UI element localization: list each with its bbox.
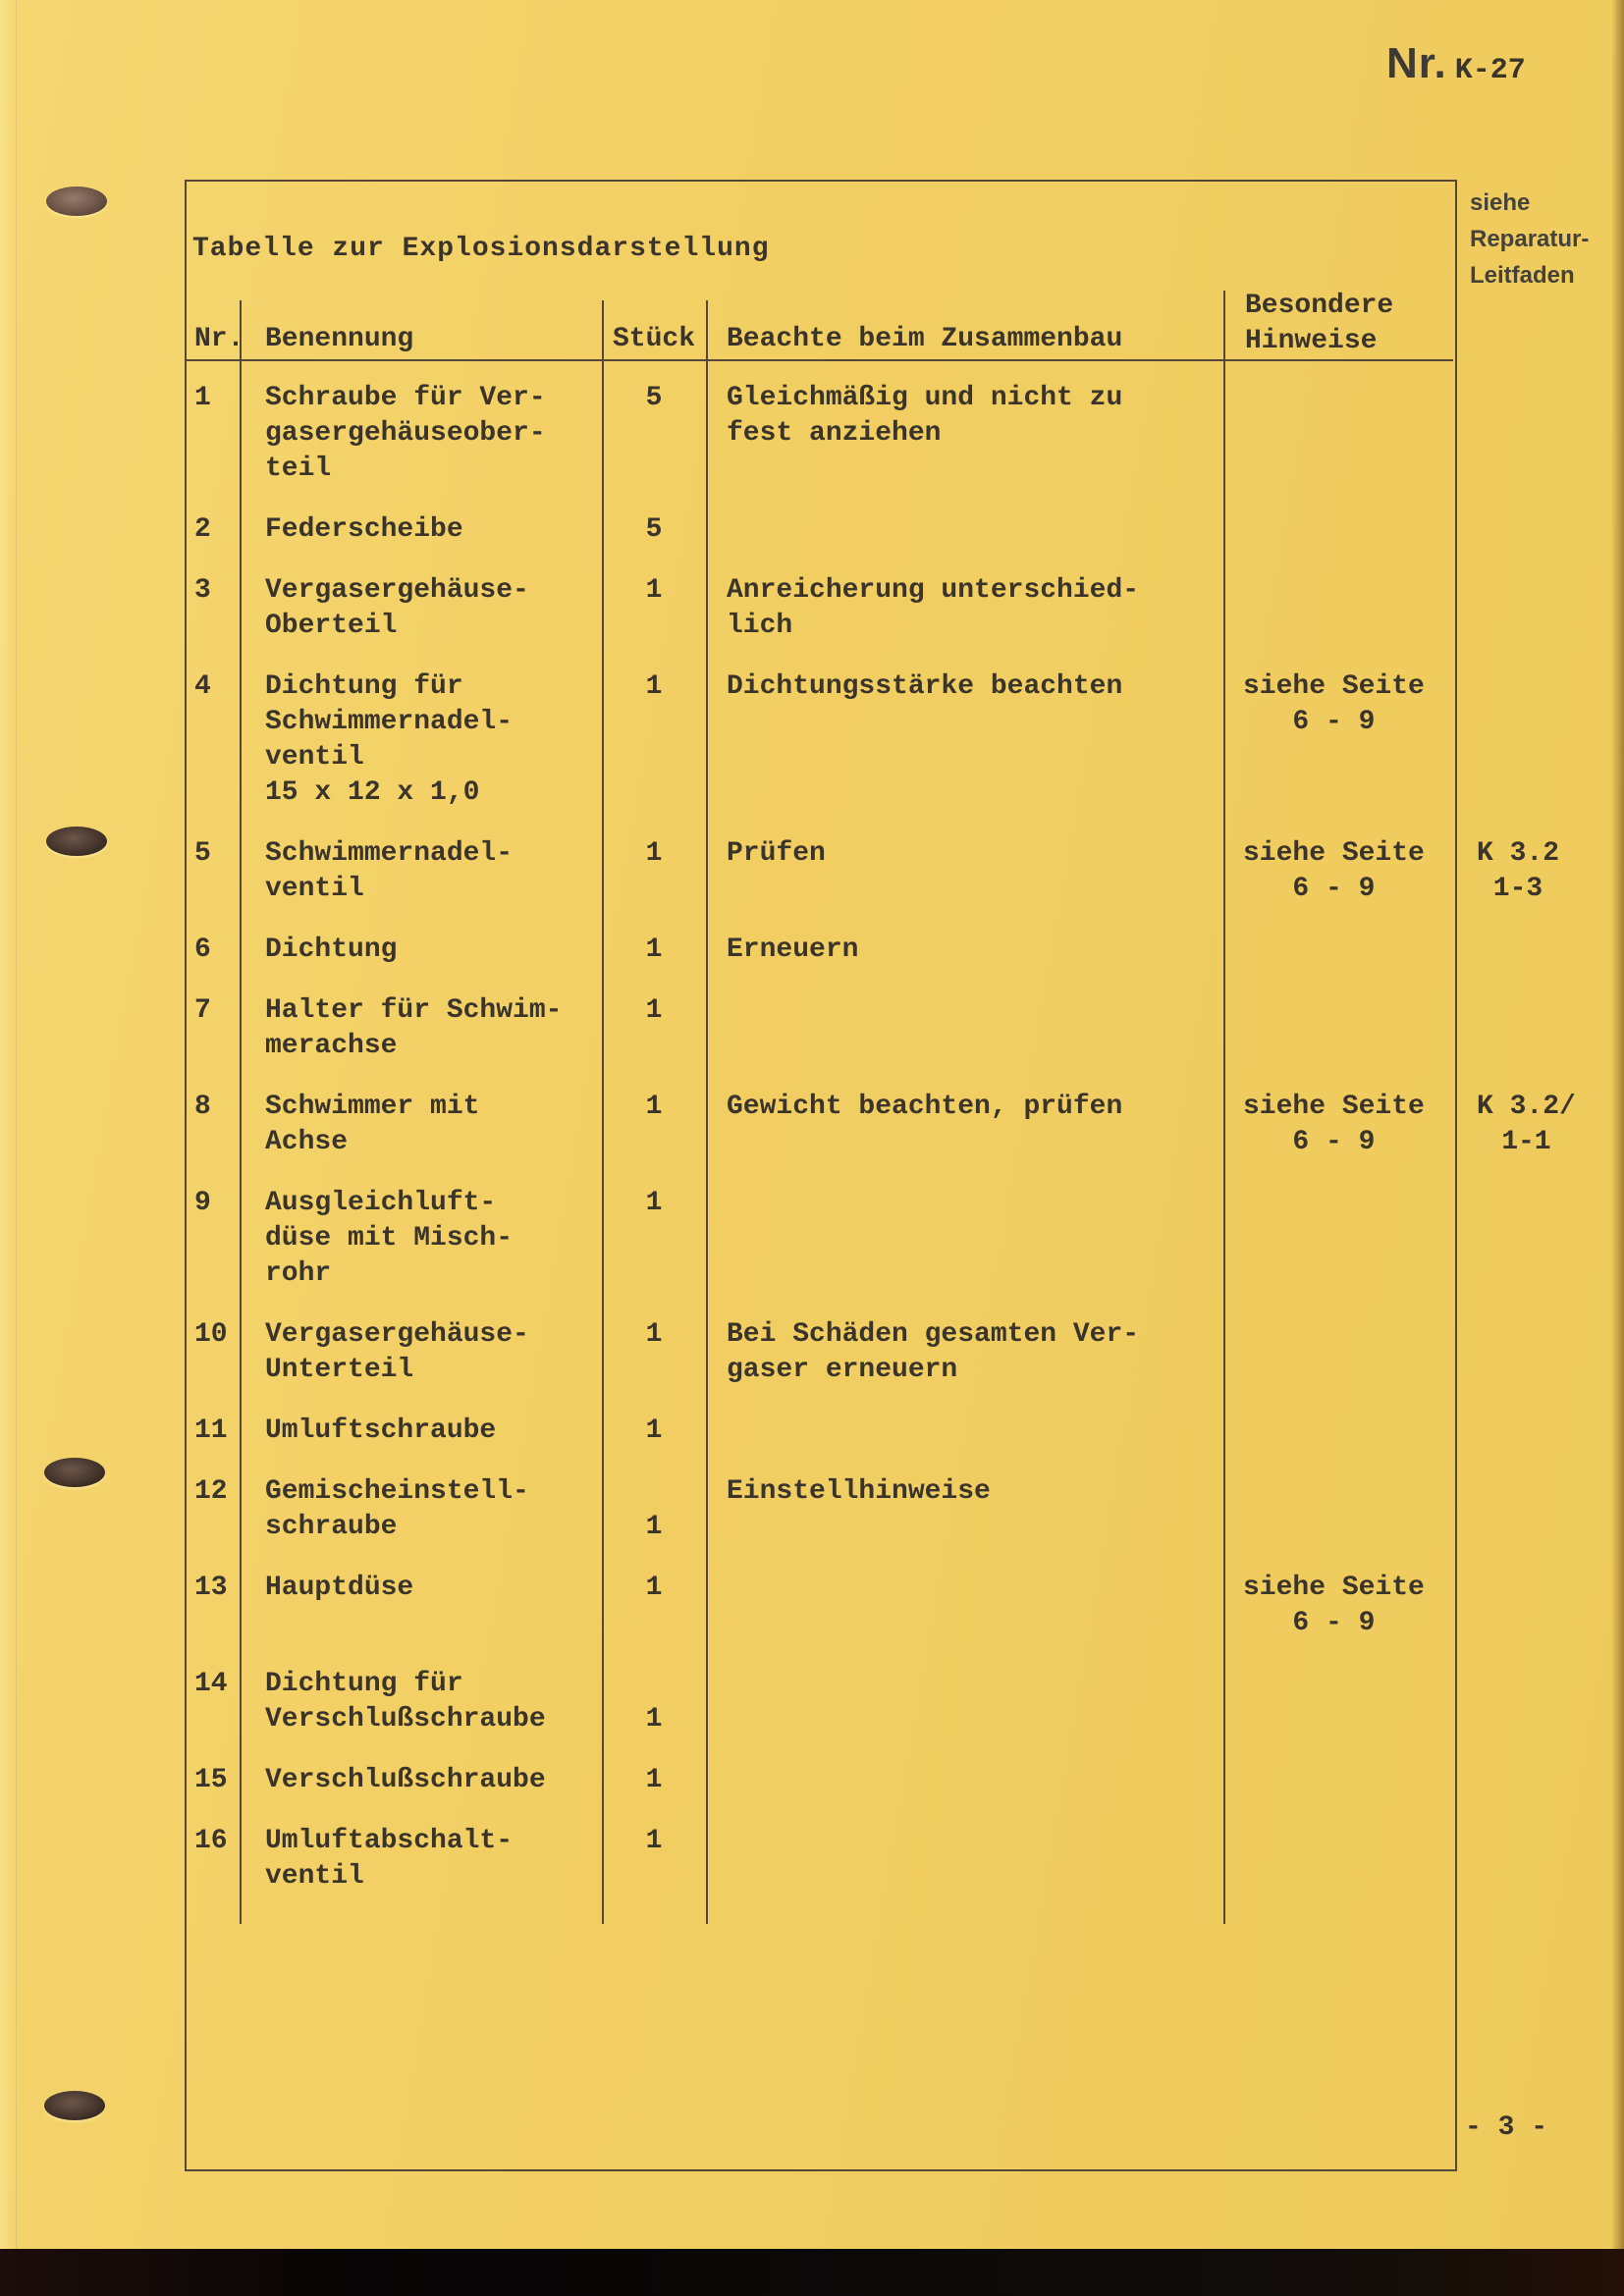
quantity-cell — [602, 1763, 706, 1798]
special-hint-cell — [1223, 1186, 1453, 1221]
quantity-cell — [602, 1474, 706, 1545]
quantity-cell — [602, 1414, 706, 1449]
row-number-cell: 6 — [194, 934, 211, 965]
table-row — [185, 573, 1624, 644]
table-row — [185, 993, 1624, 1064]
part-name-cell: Gemischeinstell- schraube — [265, 1476, 529, 1542]
special-hint-cell — [1223, 933, 1453, 968]
assembly-note-cell: Gleichmäßig und nicht zu fest anziehen — [727, 383, 1123, 449]
special-hint-cell — [1223, 1414, 1453, 1449]
part-name-cell: Umluftabschalt- ventil — [265, 1826, 514, 1892]
margin-reference-cell — [1453, 1317, 1624, 1353]
table-row — [185, 1414, 1624, 1449]
margin-reference-cell — [1453, 381, 1624, 416]
column-header-qty: Stück — [612, 324, 695, 354]
part-name-cell: Schwimmernadel- ventil — [265, 838, 514, 904]
special-hint-text: siehe Seite 6 - 9 — [1243, 1092, 1425, 1157]
quantity-value: 1 — [645, 1415, 663, 1446]
doc-number-label: Nr. — [1386, 39, 1447, 87]
special-hint-cell — [1223, 512, 1453, 548]
special-hint-cell — [1223, 1090, 1453, 1160]
quantity-cell — [602, 933, 706, 968]
part-name-cell: Dichtung — [265, 934, 398, 965]
row-number-cell: 3 — [194, 575, 211, 606]
part-name-cell: Vergasergehäuse- Unterteil — [265, 1319, 529, 1385]
margin-reference-cell — [1453, 573, 1624, 609]
assembly-note-cell: Dichtungsstärke beachten — [727, 671, 1123, 702]
assembly-note-cell: Einstellhinweise — [727, 1476, 991, 1507]
special-hint-text: siehe Seite 6 - 9 — [1243, 838, 1425, 904]
assembly-note-cell: Erneuern — [727, 934, 859, 965]
margin-reference-text: K 3.2/ 1-1 — [1477, 1092, 1576, 1157]
special-hint-cell — [1223, 1474, 1453, 1510]
part-name-cell: Schraube für Ver- gasergehäuseober- teil — [265, 383, 546, 484]
quantity-cell — [602, 573, 706, 609]
special-hint-cell — [1223, 1317, 1453, 1353]
table-row — [185, 669, 1624, 811]
row-number-cell: 14 — [194, 1669, 228, 1699]
table-row — [185, 1186, 1624, 1292]
doc-number — [1386, 39, 1526, 88]
part-name-cell: Hauptdüse — [265, 1573, 414, 1603]
table-row — [185, 933, 1624, 968]
table-row — [185, 1824, 1624, 1895]
part-name-cell: Halter für Schwim- merachse — [265, 995, 563, 1061]
row-number-cell: 7 — [194, 995, 211, 1026]
special-hint-cell — [1223, 381, 1453, 416]
punch-hole — [46, 187, 107, 216]
table-row — [185, 1317, 1624, 1388]
margin-reference-cell — [1453, 993, 1624, 1029]
special-hint-text: siehe Seite 6 - 9 — [1243, 671, 1425, 737]
special-hint-cell — [1223, 836, 1453, 907]
margin-reference-cell — [1453, 1667, 1624, 1702]
quantity-value: 1 — [645, 671, 663, 702]
part-name-cell: Federscheibe — [265, 514, 463, 545]
quantity-value: 1 — [645, 1573, 663, 1603]
quantity-cell — [602, 1090, 706, 1125]
header-underline — [187, 359, 1453, 361]
quantity-cell — [602, 1571, 706, 1606]
quantity-value: 1 — [645, 575, 663, 606]
row-number-cell: 10 — [194, 1319, 228, 1350]
column-header-hints — [1245, 289, 1393, 359]
part-name-cell: Ausgleichluft- düse mit Misch- rohr — [265, 1188, 514, 1289]
table-row — [185, 512, 1624, 548]
assembly-note-cell: Anreicherung unterschied- lich — [727, 575, 1140, 641]
special-hint-cell — [1223, 1571, 1453, 1641]
row-number-cell: 11 — [194, 1415, 228, 1446]
margin-reference-cell — [1453, 1824, 1624, 1859]
paper-left-fold — [0, 0, 17, 2250]
row-number-cell: 15 — [194, 1765, 228, 1795]
quantity-value: 1 — [645, 995, 663, 1026]
quantity-cell — [602, 512, 706, 548]
margin-reference-cell — [1453, 1474, 1624, 1510]
row-number-cell: 8 — [194, 1092, 211, 1122]
table-row — [185, 1090, 1624, 1160]
punch-hole — [44, 1458, 105, 1487]
table-row — [185, 1474, 1624, 1545]
special-hint-text: siehe Seite 6 - 9 — [1243, 1573, 1425, 1638]
row-number-cell: 1 — [194, 383, 211, 413]
quantity-cell — [602, 1667, 706, 1737]
quantity-value: 1 — [645, 934, 663, 965]
repair-guide-note-line: Reparatur- — [1470, 226, 1590, 252]
part-name-cell: Umluftschraube — [265, 1415, 497, 1446]
quantity-value: 1 — [645, 1765, 663, 1795]
repair-guide-note-line: siehe — [1470, 189, 1531, 216]
margin-reference-cell — [1453, 1090, 1624, 1160]
margin-reference-cell — [1453, 933, 1624, 968]
assembly-note-cell: Prüfen — [727, 838, 826, 869]
margin-reference-cell — [1453, 1414, 1624, 1449]
assembly-note-cell: Gewicht beachten, prüfen — [727, 1092, 1123, 1122]
quantity-cell — [602, 836, 706, 872]
quantity-cell — [602, 1186, 706, 1221]
margin-reference-cell — [1453, 1763, 1624, 1798]
page-number: - 3 - — [1465, 2112, 1548, 2143]
punch-hole — [46, 827, 107, 856]
quantity-cell — [602, 1824, 706, 1859]
quantity-value: 1 — [645, 1092, 663, 1122]
table-row — [185, 1667, 1624, 1737]
margin-reference-text: K 3.2 1-3 — [1477, 838, 1560, 904]
part-name-cell: Schwimmer mit Achse — [265, 1092, 480, 1157]
column-header-name: Benennung — [265, 324, 414, 354]
part-name-cell: Verschlußschraube — [265, 1765, 546, 1795]
special-hint-cell — [1223, 573, 1453, 609]
table-row — [185, 1763, 1624, 1798]
quantity-value: 1 — [645, 838, 663, 869]
margin-reference-cell — [1453, 836, 1624, 907]
row-number-cell: 13 — [194, 1573, 228, 1603]
table-row — [185, 381, 1624, 487]
repair-guide-note — [1470, 185, 1589, 294]
column-header-hints-line1: Besondere — [1245, 291, 1394, 321]
table-row — [185, 1571, 1624, 1641]
quantity-value: 5 — [645, 514, 663, 545]
part-name-cell: Dichtung für Schwimmernadel- ventil 15 x 12 x 1,0 — [265, 671, 514, 808]
special-hint-cell — [1223, 1824, 1453, 1859]
part-name-cell: Dichtung für Verschlußschraube — [265, 1669, 546, 1735]
quantity-value: 1 — [645, 1319, 663, 1350]
punch-hole — [44, 2091, 105, 2120]
quantity-value: 5 — [645, 383, 663, 413]
margin-reference-cell — [1453, 669, 1624, 705]
row-number-cell: 4 — [194, 671, 211, 702]
quantity-cell — [602, 1317, 706, 1353]
special-hint-cell — [1223, 1667, 1453, 1702]
row-number-cell: 5 — [194, 838, 211, 869]
scan-bottom-edge — [0, 2249, 1624, 2296]
quantity-cell — [602, 669, 706, 705]
part-name-cell: Vergasergehäuse- Oberteil — [265, 575, 529, 641]
quantity-cell — [602, 993, 706, 1029]
column-header-assembly: Beachte beim Zusammenbau — [727, 324, 1123, 354]
column-header-nr: Nr. — [194, 324, 244, 354]
margin-reference-cell — [1453, 1571, 1624, 1606]
quantity-value: 1 — [645, 1704, 663, 1735]
quantity-value: 1 — [645, 1512, 663, 1542]
quantity-value: 1 — [645, 1188, 663, 1218]
quantity-value: 1 — [645, 1826, 663, 1856]
table-rows — [185, 381, 1624, 1920]
column-header-hints-line2: Hinweise — [1245, 326, 1378, 356]
row-number-cell: 9 — [194, 1188, 211, 1218]
special-hint-cell — [1223, 1763, 1453, 1798]
row-number-cell: 2 — [194, 514, 211, 545]
quantity-cell — [602, 381, 706, 416]
doc-number-value: K-27 — [1454, 54, 1526, 87]
repair-guide-note-line: Leitfaden — [1470, 262, 1575, 289]
assembly-note-cell: Bei Schäden gesamten Ver- gaser erneuern — [727, 1319, 1140, 1385]
row-number-cell: 16 — [194, 1826, 228, 1856]
special-hint-cell — [1223, 993, 1453, 1029]
margin-reference-cell — [1453, 1186, 1624, 1221]
table-row — [185, 836, 1624, 907]
row-number-cell: 12 — [194, 1476, 228, 1507]
margin-reference-cell — [1453, 512, 1624, 548]
special-hint-cell — [1223, 669, 1453, 740]
page-title: Tabelle zur Explosionsdarstellung — [192, 234, 770, 264]
